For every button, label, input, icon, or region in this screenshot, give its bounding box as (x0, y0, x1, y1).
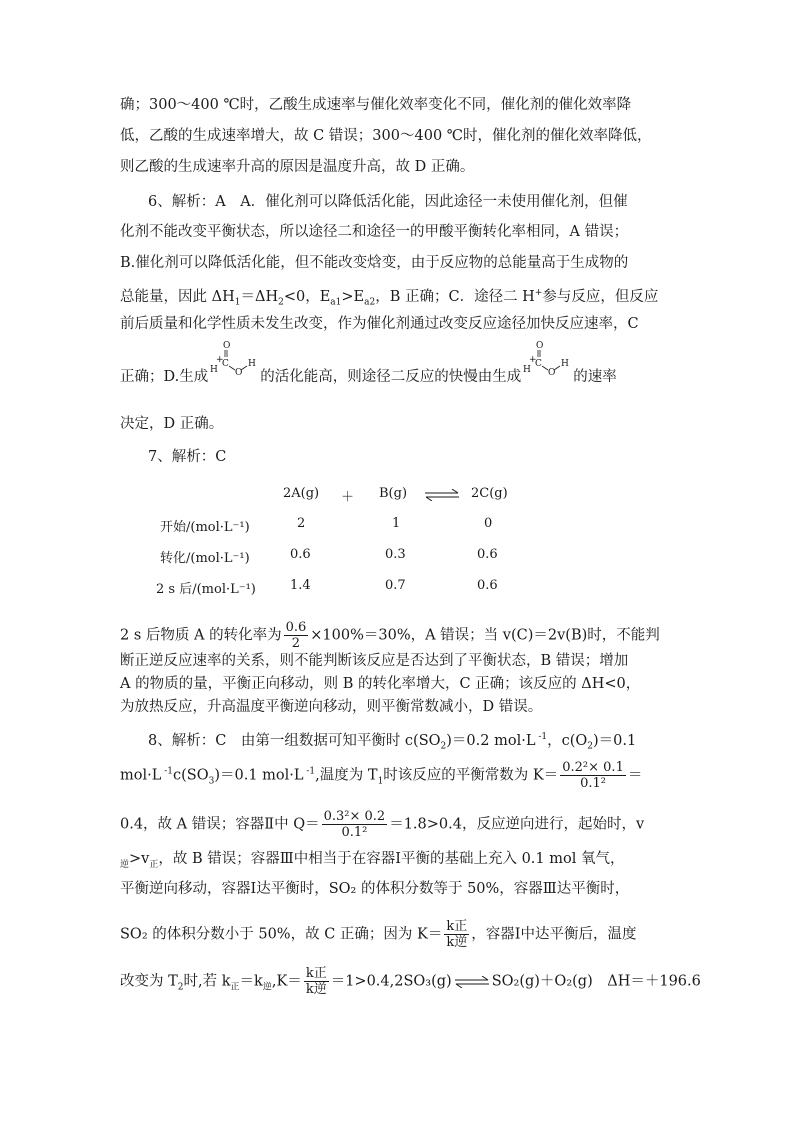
struct-plus: + (216, 355, 224, 365)
text-fragment: ＝1>0.4,2SO₃(g) (330, 973, 452, 990)
table-cell: 0.3 (385, 547, 406, 562)
subscript: a2 (364, 297, 376, 308)
subscript: 2 (278, 297, 284, 308)
struct-h: H (561, 359, 570, 369)
subscript: 1 (377, 776, 384, 787)
text-fragment: ×100%＝30%，A 错误；当 v(C)＝2v(B)时，不能判 (310, 627, 660, 644)
para5-line2: 低，乙酸的生成速率增大，故 C 错误；300～400 ℃时，催化剂的催化效率降低， (120, 128, 652, 144)
para7-line1 (120, 620, 660, 651)
para6-line2: 化剂不能改变平衡状态，所以途径二和途径一的甲酸平衡转化率相同，A 错误； (120, 224, 629, 240)
struct-o: O (536, 341, 544, 351)
subscript: 2 (440, 741, 447, 752)
fraction-denominator: k逆 (446, 935, 468, 950)
table-cell: 1.4 (290, 578, 311, 593)
superscript: -1 (161, 766, 173, 777)
text-fragment: ，容器Ⅰ中达平衡后，温度 (471, 926, 637, 943)
subscript: 正 (230, 982, 240, 993)
subscript: 逆 (262, 982, 272, 993)
formic-acid-structure-icon (210, 341, 258, 392)
struct-o: O (548, 368, 556, 378)
text-fragment: ,K＝ (271, 973, 302, 990)
fraction-denominator: k逆 (305, 982, 327, 997)
text-fragment: 2 s 后物质 A 的转化率为 (120, 627, 282, 644)
equilibrium-arrow-icon (454, 976, 490, 988)
text-fragment: 总能量，因此 ΔH (120, 288, 235, 305)
text-fragment: ＝k (239, 973, 263, 990)
subscript: 1 (234, 297, 241, 308)
equation-plus: ＋ (341, 490, 355, 505)
text-fragment: 时,若 k (183, 973, 231, 990)
fraction-numerator: k正 (305, 966, 327, 981)
table-cell: 0.7 (385, 578, 406, 593)
fraction-numerator: k正 (446, 919, 468, 934)
formic-acid-structure-icon (523, 341, 571, 392)
subscript: 2 (177, 982, 184, 993)
table-cell: 0.6 (290, 547, 311, 562)
fraction-denominator: 0.1² (341, 825, 368, 840)
superscript: -1 (535, 732, 548, 742)
fraction-denominator: 2 (291, 636, 301, 651)
text-fragment: c(SO (173, 767, 209, 784)
para8-line5: 平衡逆向移动，容器Ⅰ达平衡时，SO₂ 的体积分数等于 50%，容器Ⅲ达平衡时， (120, 881, 630, 897)
para8-line2 (120, 760, 642, 791)
text-fragment: <0，E (283, 288, 331, 305)
subscript: 逆 (120, 859, 130, 870)
q-fraction (322, 809, 388, 840)
text-fragment: ，c(O (547, 732, 588, 749)
table-row-label: 开始/(mol·L⁻¹) (160, 520, 250, 535)
para8-line4 (120, 849, 624, 875)
struct-o: O (235, 368, 243, 378)
struct-h: H (248, 359, 257, 369)
equation-reactant-b: B(g) (379, 486, 408, 501)
struct-c: C (535, 359, 543, 369)
para8-line6 (120, 919, 636, 950)
fraction (284, 620, 309, 651)
table-cell: 1 (392, 516, 401, 531)
para7-line2: 断正逆反应速率的关系，则不能判断该反应是否达到了平衡状态，B 错误；增加 (120, 653, 629, 669)
superscript: -1 (303, 766, 316, 777)
para6-line3: B.催化剂可以降低活化能，但不能改变焓变，由于反应物的总能量高于生成物的 (120, 255, 629, 271)
text-fragment: ＝ (627, 767, 643, 784)
text-fragment: )＝0.2 mol·L (446, 732, 536, 749)
para7-line4: 为放热反应，升高温度平衡逆向移动，则平衡常数减小，D 错误。 (120, 699, 543, 715)
text-fragment: mol·L (120, 767, 162, 784)
table-cell: 2 (297, 516, 306, 531)
text-fragment: 8、解析：C 由第一组数据可知平衡时 c(SO (148, 732, 441, 749)
text-fragment: )＝0.1 (593, 732, 637, 749)
text-fragment: >v (129, 851, 150, 867)
table-row-label: 转化/(mol·L⁻¹) (160, 551, 250, 566)
para8-line7 (120, 966, 701, 997)
equation-product-c: 2C(g) (471, 486, 508, 501)
rate-constant-fraction (304, 966, 329, 997)
struct-h: H (523, 365, 532, 375)
rate-constant-fraction (444, 919, 469, 950)
text-fragment: 改变为 T (120, 973, 178, 990)
text-fragment: 的速率 (573, 369, 617, 385)
text-fragment: 0.4，故 A 错误；容器Ⅱ中 Q＝ (120, 816, 320, 833)
table-cell: 0.6 (477, 578, 498, 593)
subscript: 2 (587, 741, 593, 752)
text-fragment: >E (341, 288, 365, 305)
text-fragment: 正确；D.生成 (120, 369, 209, 385)
para6-line5: 前后质量和化学性质未发生改变，作为催化剂通过改变反应途径加快反应速率，C (120, 316, 639, 332)
subscript: 正 (149, 859, 159, 870)
struct-o: O (223, 341, 231, 351)
table-cell: 0 (484, 516, 493, 531)
para8-line3 (120, 809, 644, 840)
superscript: + (534, 288, 543, 298)
table-row-label: 2 s 后/(mol·L⁻¹) (156, 582, 256, 597)
text-fragment: SO₂ 的体积分数小于 50%，故 C 正确；因为 K＝ (120, 926, 443, 943)
fraction-numerator: 0.2²× 0.1 (562, 760, 624, 775)
text-fragment: 的活化能高，则途径二反应的快慢由生成 (260, 369, 522, 385)
para6-line6 (120, 341, 617, 392)
equation-reactant-a: 2A(g) (283, 486, 320, 501)
para7-heading: 7、解析：C (148, 449, 227, 465)
subscript: a1 (330, 297, 342, 308)
text-fragment: )＝0.1 mol·L (214, 767, 304, 784)
struct-h: H (210, 365, 219, 375)
fraction-numerator: 0.3²× 0.2 (323, 809, 386, 824)
para8-line1 (148, 727, 636, 757)
subscript: 3 (208, 776, 215, 787)
para7-line3: A 的物质的量，平衡正向移动，则 B 的转化率增大，C 正确；该反应的 ΔH<0， (120, 676, 641, 692)
text-fragment: ＝1.8>0.4，反应逆向进行，起始时，v (389, 816, 645, 833)
text-fragment: ，故 B 错误；容器Ⅲ中相当于在容器Ⅰ平衡的基础上充入 0.1 mol 氧气， (158, 851, 625, 867)
table-cell: 0.6 (477, 547, 498, 562)
struct-plus: + (529, 355, 537, 365)
struct-c: C (222, 359, 230, 369)
para6-line7: 决定，D 正确。 (120, 416, 224, 432)
k-fraction (560, 760, 626, 791)
text-fragment: ＝ΔH (240, 288, 279, 305)
text-fragment: 时该反应的平衡常数为 K＝ (383, 767, 559, 784)
text-fragment: 参与反应，但反应 (542, 288, 659, 305)
para6-line4 (120, 283, 658, 313)
equilibrium-arrow-icon (424, 489, 460, 501)
text-fragment: ，B 正确；C．途径二 H (375, 288, 535, 305)
para5-line1: 确；300～400 ℃时，乙酸生成速率与催化效率变化不同，催化剂的催化效率降 (120, 97, 632, 113)
para6-line1: 6、解析：A A．催化剂可以降低活化能，因此途径一未使用催化剂，但催 (148, 194, 628, 210)
text-fragment: SO₂(g)＋O₂(g) ΔH＝＋196.6 (491, 973, 701, 990)
fraction-denominator: 0.1² (580, 776, 606, 791)
fraction-numerator: 0.6 (285, 620, 307, 635)
text-fragment: ,温度为 T (315, 767, 378, 784)
para5-line3: 则乙酸的生成速率升高的原因是温度升高，故 D 正确。 (120, 159, 475, 175)
